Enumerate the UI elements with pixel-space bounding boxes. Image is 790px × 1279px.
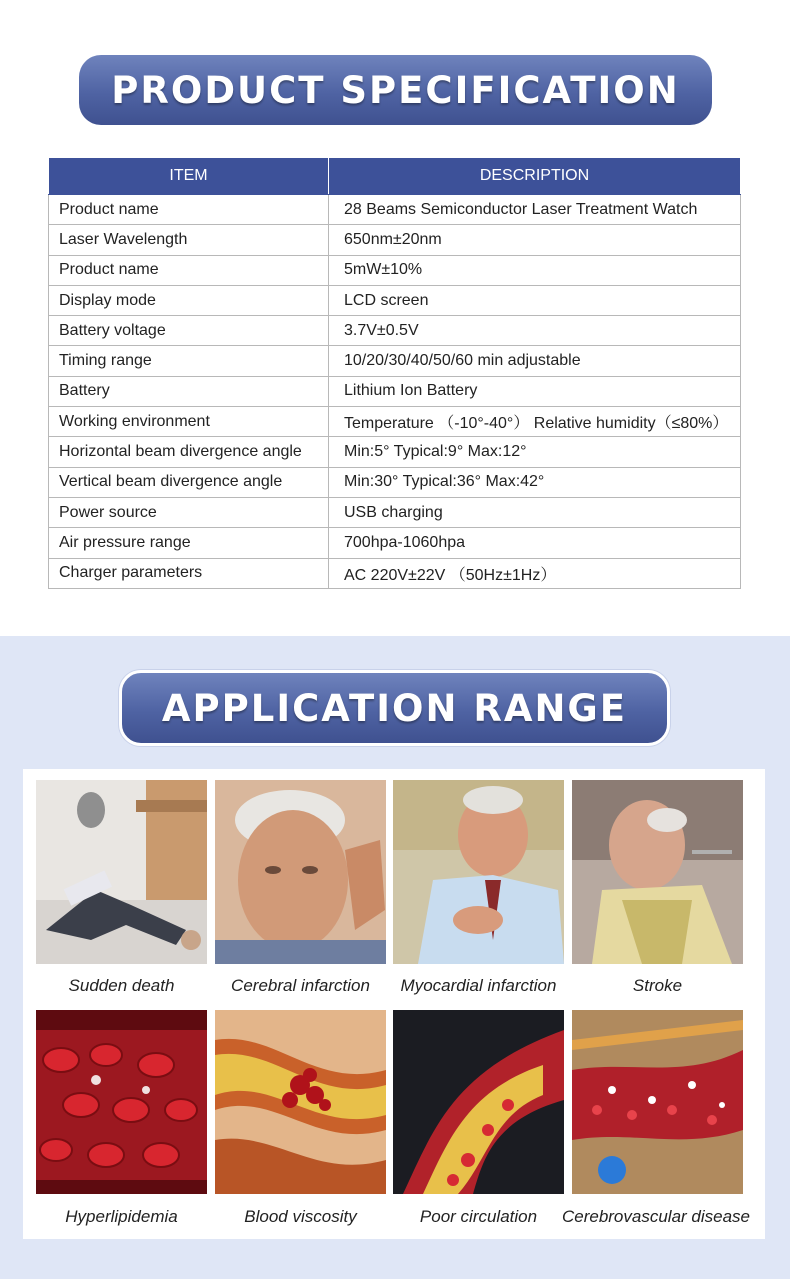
myocardial-infarction-image bbox=[393, 780, 564, 964]
table-row bbox=[49, 316, 741, 346]
description-cell: 10/20/30/40/50/60 min adjustable bbox=[329, 346, 741, 376]
description-cell: LCD screen bbox=[329, 285, 741, 315]
description-cell: Min:30° Typical:36° Max:42° bbox=[329, 467, 741, 497]
application-grid bbox=[23, 769, 765, 1239]
item-column-header: ITEM bbox=[49, 158, 329, 195]
application-title-banner: APPLICATION RANGE bbox=[119, 670, 670, 746]
caption-cerebral-infarction: Cerebral infarction bbox=[231, 976, 370, 995]
item-cell: Charger parameters bbox=[49, 558, 329, 588]
blood-viscosity-image bbox=[215, 1010, 386, 1194]
description-cell: 5mW±10% bbox=[329, 255, 741, 285]
description-cell: 700hpa-1060hpa bbox=[329, 528, 741, 558]
item-cell: Product name bbox=[49, 255, 329, 285]
description-cell: 28 Beams Semiconductor Laser Treatment Watch bbox=[329, 195, 741, 225]
caption-hyperlipidemia: Hyperlipidemia bbox=[65, 1207, 178, 1226]
table-row bbox=[49, 558, 741, 588]
table-row bbox=[49, 285, 741, 315]
table-row bbox=[49, 497, 741, 527]
description-cell: Lithium Ion Battery bbox=[329, 376, 741, 406]
table-row bbox=[49, 467, 741, 497]
table-row bbox=[49, 346, 741, 376]
table-row bbox=[49, 528, 741, 558]
description-cell: Min:5° Typical:9° Max:12° bbox=[329, 437, 741, 467]
description-cell: 650nm±20nm bbox=[329, 225, 741, 255]
item-cell: Battery voltage bbox=[49, 316, 329, 346]
caption-poor-circulation: Poor circulation bbox=[419, 1207, 538, 1226]
caption-blood-viscosity: Blood viscosity bbox=[244, 1207, 357, 1226]
item-cell: Air pressure range bbox=[49, 528, 329, 558]
cerebral-infarction-image bbox=[215, 780, 386, 964]
poor-circulation-image bbox=[393, 1010, 564, 1194]
table-row bbox=[49, 195, 741, 225]
sudden-death-image bbox=[36, 780, 207, 964]
cerebrovascular-disease-image bbox=[572, 1010, 743, 1194]
stroke-image bbox=[572, 780, 743, 964]
table-row bbox=[49, 407, 741, 437]
item-cell: Battery bbox=[49, 376, 329, 406]
item-cell: Laser Wavelength bbox=[49, 225, 329, 255]
table-row bbox=[49, 255, 741, 285]
description-cell: USB charging bbox=[329, 497, 741, 527]
caption-stroke: Stroke bbox=[632, 976, 683, 995]
caption-myocardial-infarction: Myocardial infarction bbox=[400, 976, 557, 995]
item-cell: Display mode bbox=[49, 285, 329, 315]
table-row bbox=[49, 437, 741, 467]
description-cell: 3.7V±0.5V bbox=[329, 316, 741, 346]
item-cell: Product name bbox=[49, 195, 329, 225]
table-row bbox=[49, 225, 741, 255]
description-cell: Temperature （-10°-40°） Relative humidity（≤80%） bbox=[329, 407, 741, 437]
spec-table bbox=[48, 157, 741, 589]
hyperlipidemia-image bbox=[36, 1010, 207, 1194]
spec-table-header bbox=[49, 158, 741, 195]
table-row bbox=[49, 376, 741, 406]
item-cell: Power source bbox=[49, 497, 329, 527]
item-cell: Working environment bbox=[49, 407, 329, 437]
item-cell: Horizontal beam divergence angle bbox=[49, 437, 329, 467]
description-cell: AC 220V±22V （50Hz±1Hz） bbox=[329, 558, 741, 588]
item-cell: Timing range bbox=[49, 346, 329, 376]
caption-sudden-death: Sudden death bbox=[68, 976, 175, 995]
description-column-header: DESCRIPTION bbox=[329, 158, 741, 195]
item-cell: Vertical beam divergence angle bbox=[49, 467, 329, 497]
caption-cerebrovascular-disease: Cerebrovascular disease bbox=[561, 1207, 751, 1226]
spec-title-banner: PRODUCT SPECIFICATION bbox=[79, 55, 712, 125]
